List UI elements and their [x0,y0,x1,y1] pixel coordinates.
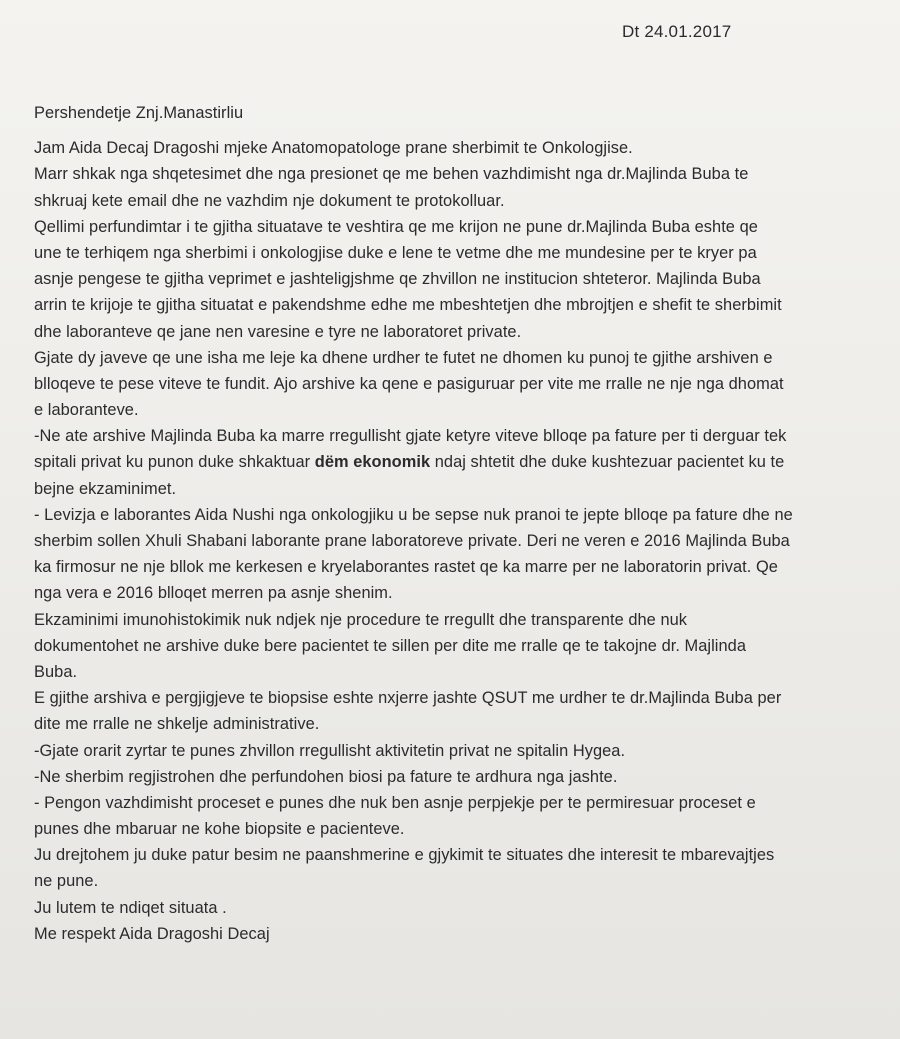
text-line: sherbim sollen Xhuli Shabani laborante prane laboratoreve private. Deri ne veren e 2016 Majlinda Buba [34,532,790,550]
text-line: asnje pengese te gjitha veprimet e jashteligjshme qe zhvillon ne institucion shteteror. Majlinda Buba [34,270,761,289]
greeting-line: Pershendetje Znj.Manastirliu [34,104,244,122]
text-line: arrin te krijoje te gjitha situatat e pakendshme edhe me mbeshtetjen dhe mbrojtjen e shefit te sherbimit [34,296,782,315]
text-line: Jam Aida Decaj Dragoshi mjeke Anatomopatologe prane sherbimit te Onkologjise. [34,139,633,158]
signature-line: Me respekt Aida Dragoshi Decaj [34,924,270,943]
text-line: Ju drejtohem ju duke patur besim ne paanshmerine e gjykimit te situates dhe interesit te mbarevajtjes [34,846,775,865]
text-line: Qellimi perfundimtar i te gjitha situatave te veshtira qe me krijon ne pune dr.Majlinda Buba eshte qe [34,217,758,236]
text-line: -Gjate orarit zyrtar te punes zhvillon rregullisht aktivitetin privat ne spitalin Hygea. [34,741,626,760]
text-line: Marr shkak nga shqetesimet dhe nga presionet qe me behen vazhdimisht nga dr.Majlinda Buba te [34,165,749,184]
text-line: dokumentohet ne arshive duke bere pacientet te sillen per dite me rralle qe te takojne dr. Majlinda [34,636,746,655]
text-line: une te terhiqem nga sherbimi i onkologjise duke e lene te vetme dhe me mundesine per te kryer pa [34,243,757,262]
text-line: dite me rralle ne shkelje administrative. [34,715,320,734]
text-line: Gjate dy javeve qe une isha me leje ka dhene urdher te futet ne dhomen ku punoj te gjithe arshiven e [34,348,773,367]
text-line: nga vera e 2016 blloqet merren pa asnje shenim. [34,584,393,603]
text-line: e laboranteve. [34,401,139,420]
text-line: bejne ekzaminimet. [34,479,177,498]
text-line-emphasis [34,449,880,475]
letter-body [34,100,880,947]
text-line: - Levizja e laborantes Aida Nushi nga onkologjiku u be sepse nuk pranoi te jepte blloqe pa fature dhe ne [34,505,793,524]
text-line: Buba. [34,662,78,681]
text-line: E gjithe arshiva e pergjigjeve te biopsise eshte nxjerre jashte QSUT me urdher te dr.Majlinda Buba per [34,689,782,708]
text-line: punes dhe mbaruar ne kohe biopsite e pacienteve. [34,820,405,839]
text-line: - Pengon vazhdimisht proceset e punes dhe nuk ben asnje perpjekje per te permiresuar proceset e [34,793,756,812]
text-line: -Ne ate arshive Majlinda Buba ka marre rregullisht gjate ketyre viteve blloqe pa fature per ti derguar tek [34,427,787,446]
text-line: blloqeve te pese viteve te fundit. Ajo arshive ka qene e pasiguruar per vite me rralle ne nje nga dhomat [34,374,784,393]
text-line: ne pune. [34,872,99,891]
text-line: -Ne sherbim regjistrohen dhe perfundohen biosi pa fature te ardhura nga jashte. [34,767,618,786]
text-line: shkruaj kete email dhe ne vazhdim nje dokument te protokolluar. [34,191,505,210]
text-segment: ndaj shtetit dhe duke kushtezuar pacientet ku te [430,453,785,472]
emphasis-text: dëm ekonomik [314,453,431,472]
letter-date: Dt 24.01.2017 [622,22,732,41]
paragraph-gap [34,126,880,135]
text-segment: spitali privat ku punon duke shkaktuar [34,453,315,472]
text-line: ka firmosur ne nje bllok me kerkesen e kryelaborantes rastet qe ka marre per ne laboratorin privat. Qe [34,558,778,577]
text-line: Ju lutem te ndiqet situata . [34,898,227,917]
text-line: Ekzaminimi imunohistokimik nuk ndjek nje procedure te rregullt dhe transparente dhe nuk [34,610,688,629]
text-line: dhe laboranteve qe jane nen varesine e tyre ne laboratoret private. [34,322,522,341]
